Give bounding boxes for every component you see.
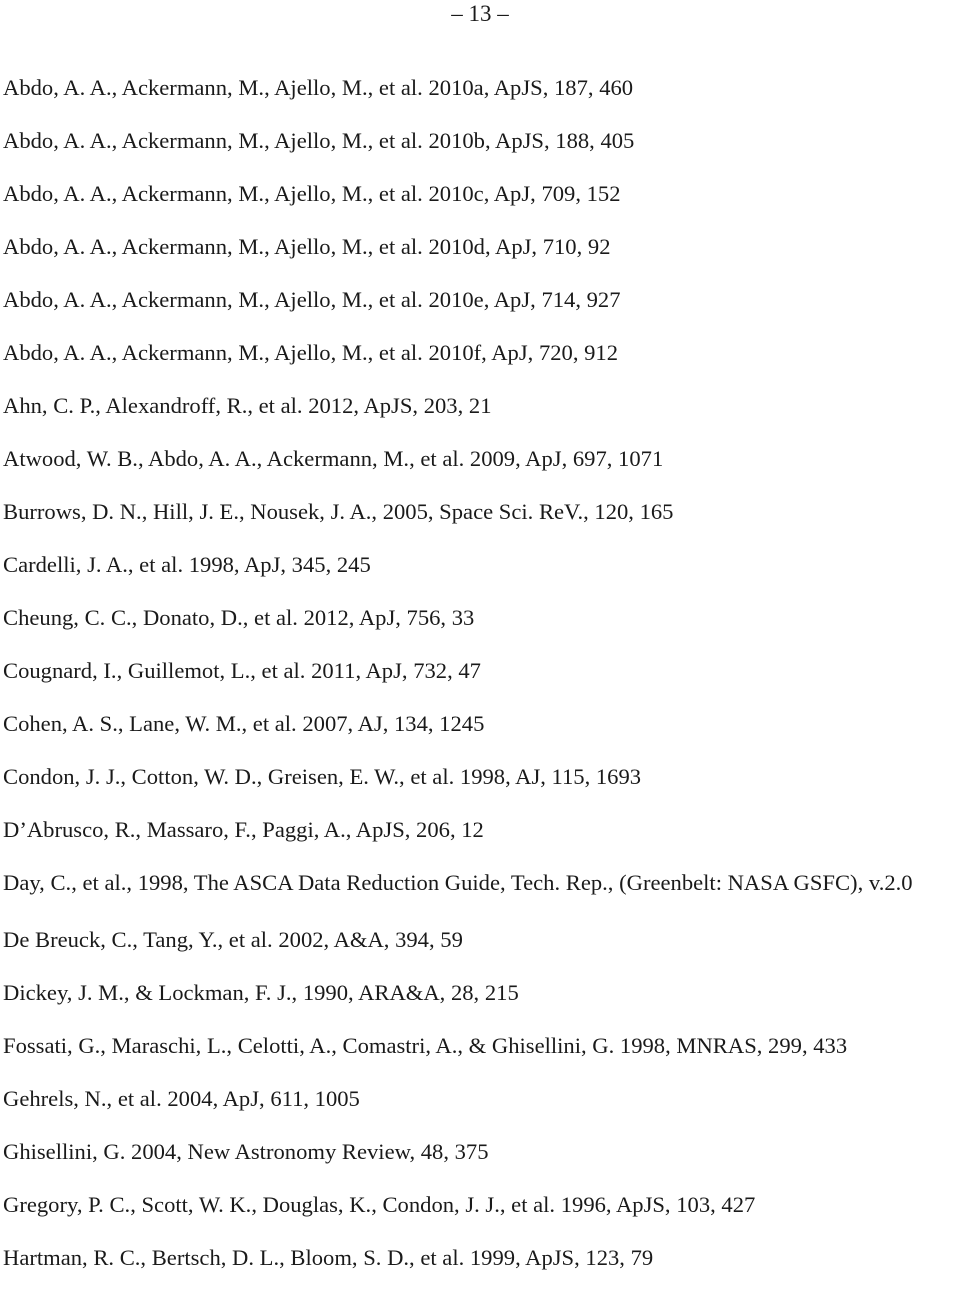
reference-entry: Abdo, A. A., Ackermann, M., Ajello, M., et al. 2010a, ApJS, 187, 460 — [3, 75, 634, 100]
reference-entry: Cheung, C. C., Donato, D., et al. 2012, ApJ, 756, 33 — [3, 605, 475, 630]
reference-entry: Ghisellini, G. 2004, New Astronomy Review, 48, 375 — [3, 1139, 489, 1164]
reference-entry: Dickey, J. M., & Lockman, F. J., 1990, ARA&A, 28, 215 — [3, 980, 519, 1005]
reference-entry: Burrows, D. N., Hill, J. E., Nousek, J. A., 2005, Space Sci. ReV., 120, 165 — [3, 499, 674, 524]
reference-entry: Gehrels, N., et al. 2004, ApJ, 611, 1005 — [3, 1086, 360, 1111]
reference-entry: Abdo, A. A., Ackermann, M., Ajello, M., et al. 2010f, ApJ, 720, 912 — [3, 340, 619, 365]
reference-entry: Abdo, A. A., Ackermann, M., Ajello, M., et al. 2010c, ApJ, 709, 152 — [3, 181, 621, 206]
reference-entry: Cougnard, I., Guillemot, L., et al. 2011, ApJ, 732, 47 — [3, 658, 481, 683]
reference-entry: Hartman, R. C., Bertsch, D. L., Bloom, S. D., et al. 1999, ApJS, 123, 79 — [3, 1245, 654, 1270]
reference-entry: Fossati, G., Maraschi, L., Celotti, A., Comastri, A., & Ghisellini, G. 1998, MNRAS, 299, 433 — [3, 1033, 848, 1058]
reference-entry: Condon, J. J., Cotton, W. D., Greisen, E. W., et al. 1998, AJ, 115, 1693 — [3, 764, 642, 789]
reference-entry: De Breuck, C., Tang, Y., et al. 2002, A&A, 394, 59 — [3, 927, 463, 952]
page-number: – 13 – — [451, 1, 509, 26]
reference-entry: Gregory, P. C., Scott, W. K., Douglas, K., Condon, J. J., et al. 1996, ApJS, 103, 427 — [3, 1192, 756, 1217]
reference-entry: Ahn, C. P., Alexandroff, R., et al. 2012, ApJS, 203, 21 — [3, 393, 492, 418]
reference-entry: D’Abrusco, R., Massaro, F., Paggi, A., ApJS, 206, 12 — [3, 817, 484, 842]
reference-entry: Atwood, W. B., Abdo, A. A., Ackermann, M., et al. 2009, ApJ, 697, 1071 — [3, 446, 664, 471]
reference-entry: Abdo, A. A., Ackermann, M., Ajello, M., et al. 2010b, ApJS, 188, 405 — [3, 128, 635, 153]
reference-entry: Abdo, A. A., Ackermann, M., Ajello, M., et al. 2010d, ApJ, 710, 92 — [3, 234, 611, 259]
reference-entry: Cohen, A. S., Lane, W. M., et al. 2007, AJ, 134, 1245 — [3, 711, 485, 736]
reference-entry: Abdo, A. A., Ackermann, M., Ajello, M., et al. 2010e, ApJ, 714, 927 — [3, 287, 621, 312]
reference-entry: Cardelli, J. A., et al. 1998, ApJ, 345, 245 — [3, 552, 371, 577]
reference-entry: Day, C., et al., 1998, The ASCA Data Reduction Guide, Tech. Rep., (Greenbelt: NASA GSFC), v.2.0 — [3, 870, 913, 895]
reference-list — [3, 73, 958, 1296]
